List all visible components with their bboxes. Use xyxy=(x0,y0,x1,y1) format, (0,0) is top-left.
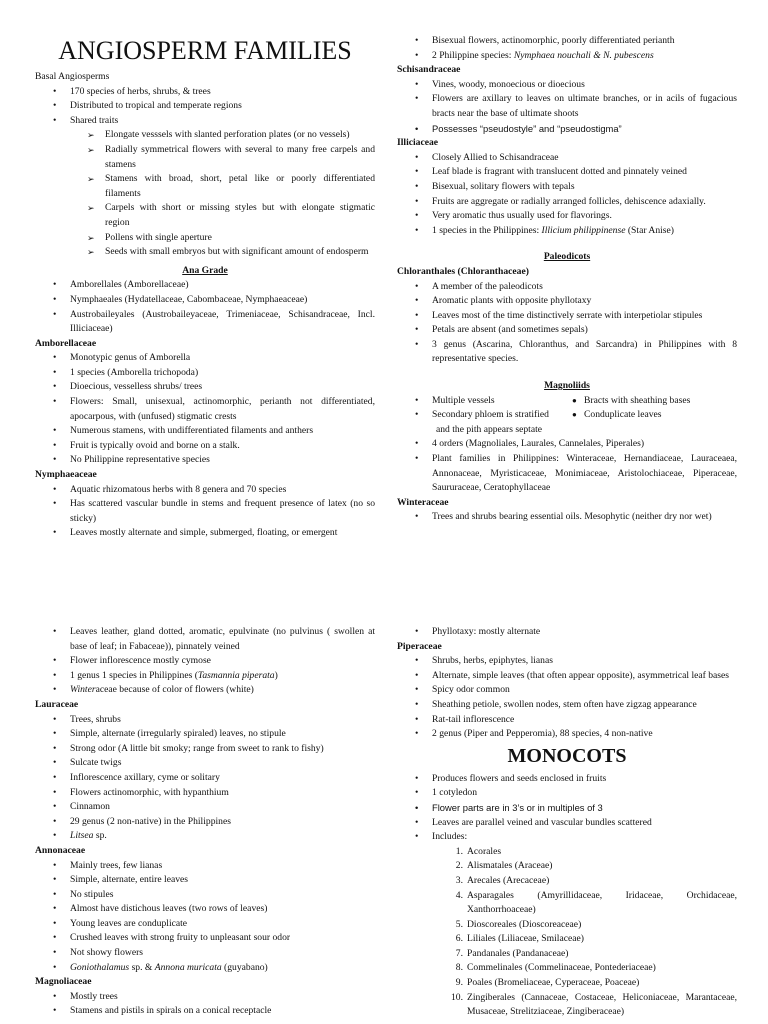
order-name: Liliales (Liliaceae, Smilaceae) xyxy=(467,933,584,945)
list-item: • Inflorescence axillary, cyme or solitary xyxy=(35,771,375,786)
item-number: 5. xyxy=(455,918,463,930)
list-item xyxy=(397,408,737,437)
list-item: • Very aromatic thus usually used for flavorings. xyxy=(397,209,737,224)
list-item: ➢ Pollens with single aperture xyxy=(35,231,375,246)
magnoliids-trait-cont: and the pith appears septate xyxy=(436,423,543,435)
magnoliids-list xyxy=(397,394,737,496)
species-prefix: 2 Philippine species: xyxy=(432,49,514,61)
connector-text: sp. & xyxy=(129,961,155,973)
species-prefix: 1 species in the Philippines: xyxy=(432,224,542,236)
list-item: • 1 species (Amborella trichopoda) xyxy=(35,366,375,381)
list-item xyxy=(35,683,375,698)
magnoliids-trait: • Multiple vessels xyxy=(432,394,495,406)
amborellaceae-heading: Amborellaceae xyxy=(35,337,97,349)
common-name: (guyabano) xyxy=(221,961,268,973)
list-item xyxy=(35,669,375,684)
list-item: • Crushed leaves with strong fruity to unpleasant sour odor xyxy=(35,931,375,946)
list-item: • Phyllotaxy: mostly alternate xyxy=(397,625,737,640)
paleodicots-heading: Paleodicots xyxy=(543,251,591,263)
list-item: • Alternate, simple leaves (that often appear opposite), asymmetrical leaf bases xyxy=(397,669,737,684)
list-item: • Distributed to tropical and temperate regions xyxy=(35,99,375,114)
annonaceae-heading: Annonaceae xyxy=(35,844,86,856)
lauraceae-list xyxy=(35,713,375,844)
order-name: Arecales (Arecaceae) xyxy=(467,874,550,886)
list-item xyxy=(397,976,737,991)
list-item: • Rat-tail inflorescence xyxy=(397,713,737,728)
list-item: • Flower inflorescence mostly cymose xyxy=(35,654,375,669)
list-item: • Young leaves are conduplicate xyxy=(35,917,375,932)
list-item xyxy=(397,874,737,889)
list-item: • Strong odor (A little bit smoky; range from sweet to rank to fishy) xyxy=(35,742,375,757)
nymphaeaceae-list xyxy=(35,483,375,541)
list-item: • Shared traits xyxy=(35,114,375,129)
bottom-right-column xyxy=(397,625,737,1020)
list-item xyxy=(397,991,737,1020)
page-title: ANGIOSPERM FAMILIES xyxy=(58,36,352,65)
family-name-rest: aceae because of color of flowers (white) xyxy=(95,684,254,696)
schisandraceae-list xyxy=(397,78,737,136)
list-item: • Leaf blade is fragrant with translucent dotted and pinnately veined xyxy=(397,165,737,180)
chloranthales-heading: Chloranthales (Chloranthaceae) xyxy=(397,265,529,277)
magnoliaceae-heading: Magnoliaceae xyxy=(35,976,92,988)
list-item: • A member of the paleodicots xyxy=(397,280,737,295)
list-item xyxy=(397,889,737,918)
basal-heading: Basal Angiosperms xyxy=(35,71,110,82)
item-number: 1. xyxy=(455,845,463,857)
species-suffix: (Star Anise) xyxy=(625,224,674,236)
schisandraceae-heading: Schisandraceae xyxy=(397,64,461,76)
annonaceae-list xyxy=(35,859,375,976)
list-item xyxy=(397,859,737,874)
genus-name: Goniothalamus xyxy=(70,961,130,973)
list-item: • No stipules xyxy=(35,888,375,903)
list-item: • Vines, woody, monoecious or dioecious xyxy=(397,78,737,93)
list-item: • 2 genus (Piper and Pepperomia), 88 species, 4 non-native xyxy=(397,727,737,742)
list-item: ➢ Carpels with short or missing styles but with elongate stigmatic region xyxy=(35,201,375,230)
list-item: • Sheathing petiole, swollen nodes, stem often have zigzag appearance xyxy=(397,698,737,713)
list-item xyxy=(397,224,737,239)
species-name: Tasmannia piperata xyxy=(197,669,275,681)
list-item: • Trees and shrubs bearing essential oils. Mesophytic (neither dry nor wet) xyxy=(397,510,737,525)
list-item: • 29 genus (2 non-native) in the Philippines xyxy=(35,815,375,830)
list-item: • No Philippine representative species xyxy=(35,453,375,468)
list-item xyxy=(397,961,737,976)
list-item: • Fruits are aggregate or radially arranged follicles, dehiscence adaxially. xyxy=(397,195,737,210)
list-item: • 170 species of herbs, shrubs, & trees xyxy=(35,85,375,100)
list-item: • Flowers: Small, unisexual, actinomorphic, perianth not differentiated, apocarpous, with (unfused) stigmatic crests xyxy=(35,395,375,424)
list-item: • Trees, shrubs xyxy=(35,713,375,728)
magnoliids-trait: ● Bracts with sheathing bases xyxy=(572,394,737,409)
list-item: • Has scattered vascular bundle in stems and frequent presence of latex (no so sticky) xyxy=(35,497,375,526)
nymphaeaceae-heading: Nymphaeaceae xyxy=(35,469,97,481)
monocots-heading: MONOCOTS xyxy=(507,744,627,767)
item-number: 2. xyxy=(455,860,463,872)
species-name: Nymphaea nouchali & N. pubescens xyxy=(513,49,654,61)
list-item: • Amborellales (Amborellaceae) xyxy=(35,278,375,293)
winteraceae-heading: Winteraceae xyxy=(397,496,449,508)
order-name: Pandanales (Pandanaceae) xyxy=(467,947,569,959)
top-left-column xyxy=(35,34,375,541)
lauraceae-heading: Lauraceae xyxy=(35,698,79,710)
list-item: • Closely Allied to Schisandraceae xyxy=(397,151,737,166)
list-item xyxy=(397,394,737,409)
list-item: • Leaves mostly alternate and simple, submerged, floating, or emergent xyxy=(35,526,375,541)
list-item: • Spicy odor common xyxy=(397,683,737,698)
list-item: • Shrubs, herbs, epiphytes, lianas xyxy=(397,654,737,669)
basal-list xyxy=(35,85,375,129)
list-item: • Leaves most of the time distinctively serrate with interpetiolar stipules xyxy=(397,309,737,324)
genus-suffix: ) xyxy=(274,669,278,681)
list-item: • Nymphaeales (Hydatellaceae, Cabombaceae, Nymphaeaceae) xyxy=(35,293,375,308)
piperaceae-list xyxy=(397,654,737,742)
order-name: Commelinales (Commelinaceae, Pontederiaceae) xyxy=(467,962,656,974)
list-item: ➢ Elongate vesssels with slanted perforation plates (or no vessels) xyxy=(35,128,375,143)
monocot-orders-list xyxy=(397,845,737,1020)
list-item: • Flowers are axillary to leaves on ultimate branches, or in acils of fugacious bracts near the base of ultimate shoots xyxy=(397,92,737,121)
item-number: 10. xyxy=(451,991,463,1003)
species-name: Illicium philippinense xyxy=(541,224,626,236)
illiciaceae-heading: Illiciaceae xyxy=(397,137,439,149)
paleodicots-list xyxy=(397,280,737,368)
list-item: • Simple, alternate, entire leaves xyxy=(35,873,375,888)
list-item: • Bisexual, solitary flowers with tepals xyxy=(397,180,737,195)
list-item: ➢ Stamens with broad, short, petal like or poorly differentiated filaments xyxy=(35,172,375,201)
item-number: 4. xyxy=(455,889,463,901)
list-item xyxy=(397,947,737,962)
list-item: • Numerous stamens, with undifferentiated filaments and anthers xyxy=(35,424,375,439)
list-item xyxy=(35,829,375,844)
order-name: Zingiberales (Cannaceae, Costaceae, Heliconiaceae, Marantaceae, Musaceae, Strelitziaceae, Zingiberaceae) xyxy=(467,991,737,1018)
list-item: • Includes: xyxy=(397,830,737,845)
nymphaeaceae-list-cont xyxy=(397,34,737,63)
list-item: • Austrobaileyales (Austrobaileyaceae, Trimeniaceae, Schisandraceae, Incl. Illiciaceae) xyxy=(35,308,375,337)
amborellaceae-list xyxy=(35,351,375,468)
genus-suffix: sp. xyxy=(93,830,107,842)
list-item: • Almost have distichous leaves (two rows of leaves) xyxy=(35,902,375,917)
list-item: • Plant families in Philippines: Winteraceae, Hernandiaceae, Lauraceaea, Annonaceae, Myristicaceae, Monimiaceae, Aristolochiaceae, Piperaceae, Saururaceae, Ceratophyllaceae xyxy=(397,452,737,496)
magnoliids-trait: ● Conduplicate leaves xyxy=(572,408,737,423)
list-item xyxy=(397,932,737,947)
family-name-part: Winter xyxy=(70,684,96,696)
genus-name: Litsea xyxy=(70,830,94,842)
list-item: • 4 orders (Magnoliales, Laurales, Cannelales, Piperales) xyxy=(397,437,737,452)
list-item: • Sulcate twigs xyxy=(35,756,375,771)
item-number: 6. xyxy=(455,933,463,945)
list-item: • Mainly trees, few lianas xyxy=(35,859,375,874)
list-item: • Produces flowers and seeds enclosed in fruits xyxy=(397,772,737,787)
monocots-list xyxy=(397,772,737,845)
list-item: • Possesses “pseudostyle” and “pseudostigma” xyxy=(397,122,737,137)
list-item: • Monotypic genus of Amborella xyxy=(35,351,375,366)
piperaceae-heading: Piperaceae xyxy=(397,640,442,652)
list-item: • Bisexual flowers, actinomorphic, poorly differentiated perianth xyxy=(397,34,737,49)
order-name: Alismatales (Araceae) xyxy=(467,860,553,872)
list-item xyxy=(35,961,375,976)
illiciaceae-list xyxy=(397,151,737,239)
list-item: • 1 cotyledon xyxy=(397,786,737,801)
list-item: • Dioecious, vesselless shrubs/ trees xyxy=(35,380,375,395)
list-item: • Aquatic rhizomatous herbs with 8 genera and 70 species xyxy=(35,483,375,498)
list-item: • Flower parts are in 3’s or in multiples of 3 xyxy=(397,801,737,816)
list-item: • Stamens and pistils in spirals on a conical receptacle xyxy=(35,1004,375,1019)
winteraceae-list xyxy=(397,510,737,525)
list-item xyxy=(397,49,737,64)
order-name: Asparagales (Amyrillidaceae, Iridaceae, Orchidaceae, Xanthorrhoaceae) xyxy=(467,889,737,916)
list-item: • Not showy flowers xyxy=(35,946,375,961)
list-item: • Flowers actinomorphic, with hypanthium xyxy=(35,786,375,801)
list-item: • Aromatic plants with opposite phyllotaxy xyxy=(397,294,737,309)
list-item: • Mostly trees xyxy=(35,990,375,1005)
list-item: • 3 genus (Ascarina, Chloranthus, and Sarcandra) in Philippines with 8 representative species. xyxy=(397,338,737,367)
order-name: Poales (Bromeliaceae, Cyperaceae, Poaceae) xyxy=(467,977,640,989)
magnoliaceae-list xyxy=(35,990,375,1019)
item-number: 9. xyxy=(455,977,463,989)
list-item: • Simple, alternate (irregularly spiraled) leaves, no stipule xyxy=(35,727,375,742)
list-item: • Fruit is typically ovoid and borne on a stalk. xyxy=(35,439,375,454)
list-item: • Leaves are parallel veined and vascular bundles scattered xyxy=(397,816,737,831)
species-name: Annona muricata xyxy=(154,961,222,973)
list-item xyxy=(397,918,737,933)
order-name: Acorales xyxy=(467,845,502,857)
ana-grade-list xyxy=(35,278,375,336)
item-number: 7. xyxy=(455,947,463,959)
magnoliids-heading: Magnoliids xyxy=(544,380,590,392)
list-item: • Cinnamon xyxy=(35,800,375,815)
item-number: 8. xyxy=(455,962,463,974)
list-item xyxy=(397,845,737,860)
shared-traits-list xyxy=(35,128,375,259)
bottom-left-column xyxy=(35,625,375,1019)
item-number: 3. xyxy=(455,874,463,886)
top-right-column xyxy=(397,34,737,525)
list-item: • Petals are absent (and sometimes sepals) xyxy=(397,323,737,338)
genus-prefix: 1 genus 1 species in Philippines ( xyxy=(70,669,198,681)
winteraceae-list-cont xyxy=(35,625,375,698)
magnoliids-trait: • Secondary phloem is stratified xyxy=(432,409,549,421)
list-item: • Leaves leather, gland dotted, aromatic, epulvinate (no pulvinus ( swollen at base of leaf; in Fabaceae)), pinnately veined xyxy=(35,625,375,654)
list-item: ➢ Radially symmetrical flowers with several to many free carpels and stamens xyxy=(35,143,375,172)
list-item: ➢ Seeds with small embryos but with significant amount of endosperm xyxy=(35,245,375,260)
order-name: Dioscoreales (Dioscoreaceae) xyxy=(467,918,582,930)
ana-grade-heading: Ana Grade xyxy=(182,264,228,276)
magnoliaceae-list-cont xyxy=(397,625,737,640)
